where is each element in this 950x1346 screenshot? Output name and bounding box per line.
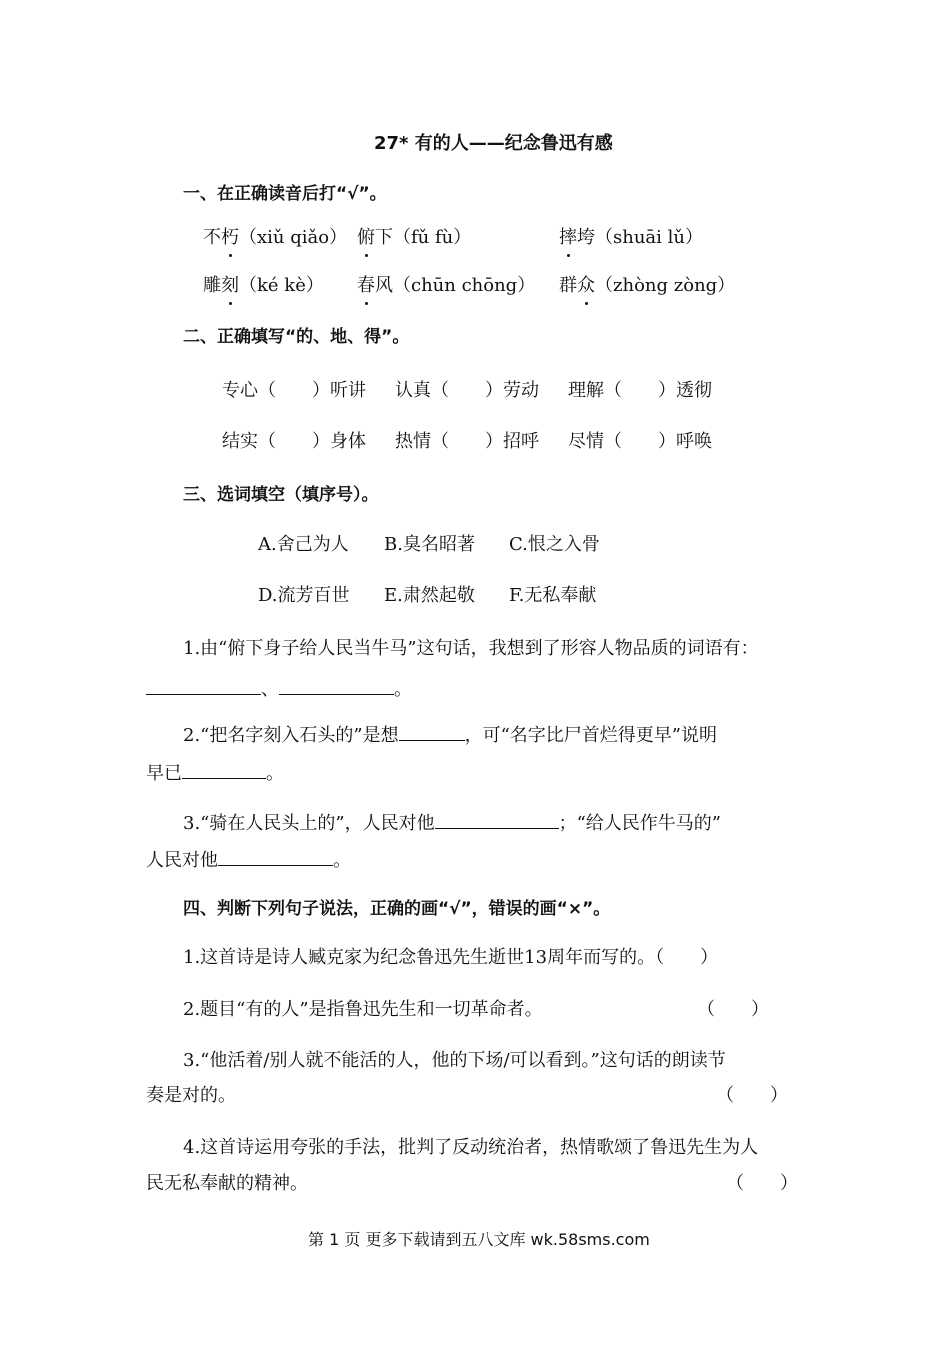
option-c: C.恨之入骨 <box>509 534 600 555</box>
pinyin-item-buxiu <box>203 226 347 250</box>
question-3-3-line1 <box>183 810 721 836</box>
word-char: 群 <box>559 275 577 296</box>
question-3-1-line2 <box>146 676 412 702</box>
pinyin-item-shuaikua <box>559 226 703 250</box>
fill-item: 认真（ ）劳动 <box>395 380 539 401</box>
word-char: 垮 <box>577 227 595 248</box>
page-footer: 第 1 页 更多下载请到五八文库 wk.58sms.com <box>308 1230 650 1249</box>
judge-question-3-line2: 奏是对的。 <box>146 1085 236 1106</box>
question-3-2-line2 <box>146 760 284 786</box>
answer-blank[interactable] <box>399 722 465 741</box>
question-3-1-line1: 1.由“俯下身子给人民当牛马”这句话，我想到了形容人物品质的词语有： <box>183 638 759 659</box>
judge-question-4-line1: 4.这首诗运用夸张的手法，批判了反动统治者，热情歌颂了鲁迅先生为人 <box>183 1137 759 1158</box>
fill-item: 理解（ ）透彻 <box>568 380 712 401</box>
pinyin-options: （shuāi lǔ） <box>595 227 703 248</box>
word-char: 不 <box>203 227 221 248</box>
option-b: B.臭名昭著 <box>384 534 475 555</box>
pinyin-item-qunzhong <box>559 274 735 298</box>
section-3-heading: 三、选词填空（填序号）。 <box>183 485 379 505</box>
page-title: 27* 有的人——纪念鲁迅有感 <box>374 133 613 154</box>
question-text: 3.“骑在人民头上的”，人民对他 <box>183 813 435 834</box>
question-3-3-line2 <box>146 847 351 873</box>
answer-parens[interactable]: （ ） <box>655 947 719 968</box>
question-text: ；“给人民作牛马的” <box>558 813 721 834</box>
answer-parens[interactable]: （ ） <box>716 1085 788 1106</box>
question-text: ，可“名字比尸首烂得更早”说明 <box>464 725 717 746</box>
question-text: 1.这首诗是诗人臧克家为纪念鲁迅先生逝世13周年而写的。 <box>183 947 656 968</box>
word-char: 下 <box>375 227 393 248</box>
dotted-char: 朽 <box>221 227 239 248</box>
pinyin-options: （fǔ fù） <box>393 227 472 248</box>
judge-question-3-line1: 3.“他活着/别人就不能活的人，他的下场/可以看到。”这句话的朗读节 <box>183 1050 726 1071</box>
dotted-char: 刻 <box>221 275 239 296</box>
answer-blank[interactable] <box>146 676 261 695</box>
word-char: 雕 <box>203 275 221 296</box>
option-f: F.无私奉献 <box>509 585 597 606</box>
answer-blank[interactable] <box>435 810 559 829</box>
answer-blank[interactable] <box>182 760 266 779</box>
pinyin-item-chunfeng <box>357 274 535 298</box>
pinyin-options: （ké kè） <box>239 275 324 296</box>
section-2-heading: 二、正确填写“的、地、得”。 <box>183 327 410 347</box>
answer-parens[interactable]: （ ） <box>726 1173 798 1194</box>
option-d: D.流芳百世 <box>258 585 350 606</box>
question-text: 人民对他 <box>146 850 218 871</box>
separator: 、 <box>261 679 279 700</box>
end-punct: 。 <box>266 763 284 784</box>
dotted-char: 俯 <box>357 227 375 248</box>
dotted-char: 众 <box>577 275 595 296</box>
pinyin-options: （chūn chōng） <box>393 275 536 296</box>
dotted-char: 春 <box>357 275 375 296</box>
answer-blank[interactable] <box>218 847 333 866</box>
question-text: 2.“把名字刻入石头的”是想 <box>183 725 399 746</box>
question-text: 早已 <box>146 763 182 784</box>
fill-item: 专心（ ）听讲 <box>222 380 366 401</box>
fill-item: 结实（ ）身体 <box>222 431 366 452</box>
pinyin-options: （xiǔ qiǎo） <box>239 227 348 248</box>
fill-item: 尽情（ ）呼唤 <box>568 431 712 452</box>
pinyin-options: （zhòng zòng） <box>595 275 736 296</box>
option-e: E.肃然起敬 <box>384 585 475 606</box>
word-char: 风 <box>375 275 393 296</box>
judge-question-1 <box>183 946 718 970</box>
judge-question-4-line2: 民无私奉献的精神。 <box>146 1173 308 1194</box>
answer-blank[interactable] <box>279 676 394 695</box>
pinyin-item-diaoke <box>203 274 324 298</box>
option-a: A.舍己为人 <box>258 534 349 555</box>
end-punct: 。 <box>394 679 412 700</box>
judge-question-2: 2.题目“有的人”是指鲁迅先生和一切革命者。 <box>183 999 543 1020</box>
fill-item: 热情（ ）招呼 <box>395 431 539 452</box>
answer-parens[interactable]: （ ） <box>697 999 769 1020</box>
pinyin-item-fuxia <box>357 226 471 250</box>
section-1-heading: 一、在正确读音后打“√”。 <box>183 184 387 204</box>
section-4-heading: 四、判断下列句子说法，正确的画“√”，错误的画“×”。 <box>183 899 611 919</box>
dotted-char: 摔 <box>559 227 577 248</box>
question-3-2-line1 <box>183 722 717 748</box>
end-punct: 。 <box>333 850 351 871</box>
